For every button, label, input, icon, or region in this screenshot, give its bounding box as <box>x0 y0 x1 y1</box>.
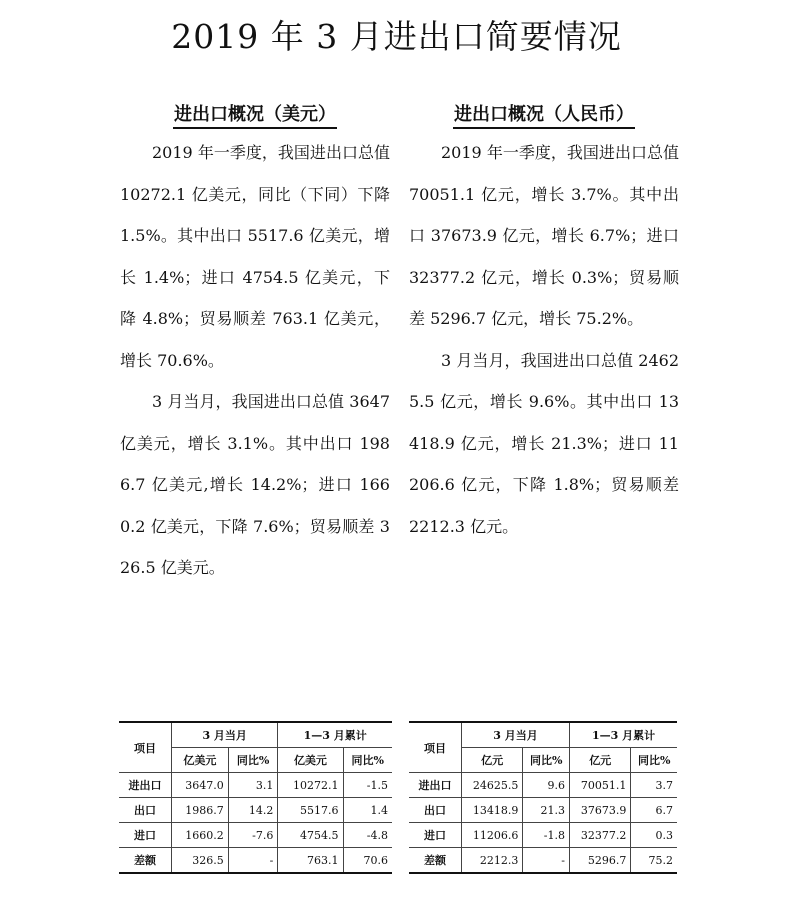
cumulative-group-header: 1—3 月累计 <box>570 722 677 748</box>
table-row <box>409 773 677 798</box>
month-value: 1986.7 <box>172 798 229 823</box>
month-yoy: - <box>523 848 570 874</box>
row-label: 进出口 <box>409 773 462 798</box>
month-unit-header: 亿美元 <box>172 748 229 773</box>
usd-section-heading <box>120 98 390 132</box>
cumulative-value: 5296.7 <box>570 848 631 874</box>
month-yoy: 3.1 <box>228 773 278 798</box>
rmb-quarter-paragraph: 2019 年一季度，我国进出口总值 70051.1 亿元，增长 3.7%。其中出口 37673.9 亿元，增长 6.7%；进口 32377.2 亿元，增长 0.3%；贸易顺差 5296.7 亿元，增长 75.2%。 <box>409 143 679 328</box>
cumulative-yoy: 6.7 <box>631 798 677 823</box>
cumulative-yoy: 0.3 <box>631 823 677 848</box>
usd-quarter-paragraph: 2019 年一季度，我国进出口总值 10272.1 亿美元，同比（下同）下降 1.5%。其中出口 5517.6 亿美元，增长 1.4%；进口 4754.5 亿美元，下降 4.8%；贸易顺差 763.1 亿美元，增长 70.6%。 <box>120 143 390 370</box>
page-title: 2019 年 3 月进出口简要情况 <box>171 17 622 56</box>
rmb-section-heading <box>409 98 679 132</box>
usd-stats-table <box>119 721 392 874</box>
cumulative-yoy-header: 同比% <box>631 748 677 773</box>
rmb-month-paragraph: 3 月当月，我国进出口总值 24625.5 亿元，增长 9.6%。其中出口 13418.9 亿元，增长 21.3%；进口 11206.6 亿元，下降 1.8%；贸易顺差 2212.3 亿元。 <box>409 350 679 536</box>
item-header: 项目 <box>119 722 172 773</box>
month-value: 24625.5 <box>462 773 523 798</box>
item-header: 项目 <box>409 722 462 773</box>
table-row <box>409 798 677 823</box>
cumulative-value: 10272.1 <box>278 773 343 798</box>
table-row <box>409 823 677 848</box>
row-label: 差额 <box>409 848 462 874</box>
usd-month-paragraph: 3 月当月，我国进出口总值 3647 亿美元，增长 3.1%。其中出口 1986.7 亿美元,增长 14.2%；进口 1660.2 亿美元，下降 7.6%；贸易顺差 326.5 亿美元。 <box>120 392 390 577</box>
usd-heading-text: 进出口概况（美元） <box>173 104 337 129</box>
cumulative-value: 763.1 <box>278 848 343 874</box>
cumulative-yoy-header: 同比% <box>343 748 392 773</box>
cumulative-yoy: 3.7 <box>631 773 677 798</box>
cumulative-value: 4754.5 <box>278 823 343 848</box>
month-yoy: 21.3 <box>523 798 570 823</box>
month-yoy: 14.2 <box>228 798 278 823</box>
month-value: 2212.3 <box>462 848 523 874</box>
cumulative-value: 5517.6 <box>278 798 343 823</box>
cumulative-group-header: 1—3 月累计 <box>278 722 392 748</box>
cumulative-yoy: -1.5 <box>343 773 392 798</box>
month-yoy: -7.6 <box>228 823 278 848</box>
month-value: 13418.9 <box>462 798 523 823</box>
table-row <box>409 848 677 874</box>
cumulative-unit-header: 亿元 <box>570 748 631 773</box>
row-label: 进出口 <box>119 773 172 798</box>
cumulative-yoy: 75.2 <box>631 848 677 874</box>
cumulative-value: 32377.2 <box>570 823 631 848</box>
month-yoy-header: 同比% <box>523 748 570 773</box>
cumulative-value: 37673.9 <box>570 798 631 823</box>
row-label: 出口 <box>119 798 172 823</box>
cumulative-unit-header: 亿美元 <box>278 748 343 773</box>
cumulative-yoy: 1.4 <box>343 798 392 823</box>
rmb-heading-text: 进出口概况（人民币） <box>453 104 635 129</box>
month-yoy: 9.6 <box>523 773 570 798</box>
cumulative-yoy: 70.6 <box>343 848 392 874</box>
table-row <box>119 798 392 823</box>
month-unit-header: 亿元 <box>462 748 523 773</box>
row-label: 出口 <box>409 798 462 823</box>
rmb-stats-table-wrap <box>409 721 677 874</box>
month-yoy: - <box>228 848 278 874</box>
cumulative-yoy: -4.8 <box>343 823 392 848</box>
rmb-overview-column <box>409 98 679 547</box>
row-label: 差额 <box>119 848 172 874</box>
month-value: 3647.0 <box>172 773 229 798</box>
row-label: 进口 <box>119 823 172 848</box>
month-value: 326.5 <box>172 848 229 874</box>
table-header-row <box>119 722 392 748</box>
table-header-row <box>409 722 677 748</box>
table-row <box>119 773 392 798</box>
table-row <box>119 848 392 874</box>
row-label: 进口 <box>409 823 462 848</box>
rmb-stats-table <box>409 721 677 874</box>
month-yoy-header: 同比% <box>228 748 278 773</box>
usd-stats-table-wrap <box>119 721 392 874</box>
month-group-header: 3 月当月 <box>462 722 570 748</box>
table-row <box>119 823 392 848</box>
month-yoy: -1.8 <box>523 823 570 848</box>
month-value: 1660.2 <box>172 823 229 848</box>
month-group-header: 3 月当月 <box>172 722 278 748</box>
month-value: 11206.6 <box>462 823 523 848</box>
cumulative-value: 70051.1 <box>570 773 631 798</box>
usd-overview-column <box>120 98 390 589</box>
